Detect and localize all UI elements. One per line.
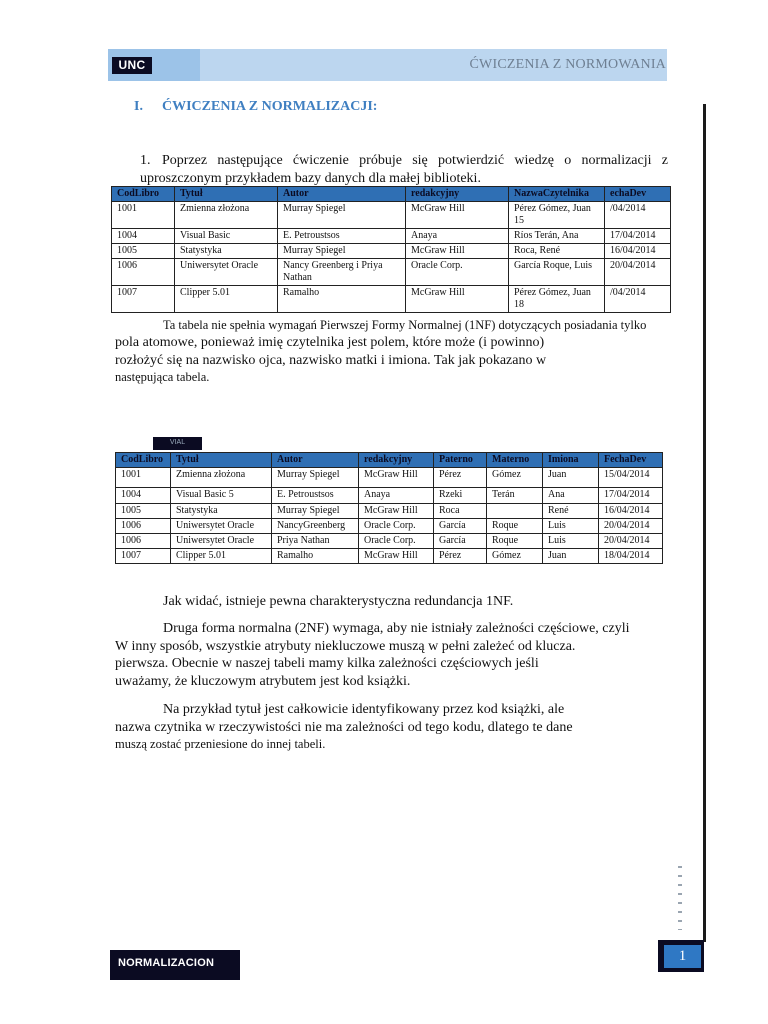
col-header: Paterno [434,453,487,468]
table-cell: 20/04/2014 [599,534,663,549]
table-cell [487,504,543,519]
table-cell: Uniwersytet Oracle [171,534,272,549]
table-row [112,259,671,286]
table-cell: Ramalho [278,286,406,313]
col-header: Tytuł [171,453,272,468]
paragraph-redundancy: Jak widać, istnieje pewna charakterystyczna redundancja 1NF. [163,594,514,609]
table-cell: 16/04/2014 [605,244,671,259]
paragraph-line: Na przykład tytuł jest całkowicie identyfikowany przez kod książki, ale [163,702,565,717]
table-cell: Murray Spiegel [272,468,359,488]
paragraph-line: rozłożyć się na nazwisko ojca, nazwisko matki i imiona. Tak jak pokazano w [115,352,547,368]
table-cell: Terán [487,488,543,504]
side-dotted-mark [678,866,682,930]
table-row [112,202,671,229]
table-cell: E. Petroustsos [272,488,359,504]
col-header: Autor [272,453,359,468]
table-cell: 1006 [116,519,171,534]
table-cell: Visual Basic [175,229,278,244]
table-cell: Gómez [487,549,543,564]
col-header: echaDev [605,187,671,202]
intro-text: Poprzez następujące ćwiczenie próbuje się potwierdzić wiedzę o normalizacji z uproszczonym przykładem bazy danych dla małej biblioteki. [140,153,668,186]
table-cell: 1004 [112,229,175,244]
table-cell: Pérez Gómez, Juan 18 [509,286,605,313]
table-cell: Roque [487,519,543,534]
table-cell: García [434,534,487,549]
paragraph-line: pola atomowe, ponieważ imię czytelnika jest polem, które może (i powinno) [115,335,545,350]
table-cell: Ramalho [272,549,359,564]
table-cell: Ríos Terán, Ana [509,229,605,244]
paragraph-line: Druga forma normalna (2NF) wymaga, aby nie istniały zależności częściowe, czyli [163,621,630,636]
table-row [116,519,663,534]
table-cell: Uniwersytet Oracle [175,259,278,286]
table-header-row [116,453,663,468]
table-cell: Luis [543,519,599,534]
table-cell: Oracle Corp. [359,519,434,534]
table-row [112,244,671,259]
table-cell: Pérez Gómez, Juan 15 [509,202,605,229]
col-header: redakcyjny [406,187,509,202]
table-cell: Uniwersytet Oracle [171,519,272,534]
table-cell: McGraw Hill [406,286,509,313]
table-cell: Anaya [406,229,509,244]
intro-number: 1. [140,153,151,168]
table-cell: Visual Basic 5 [171,488,272,504]
table-cell: Clipper 5.01 [175,286,278,313]
table-cell: McGraw Hill [359,468,434,488]
paragraph-2nf [115,620,640,690]
table-cell: NancyGreenberg [272,519,359,534]
paragraph-line: następująca tabela. [115,370,210,384]
table-cell: Oracle Corp. [406,259,509,286]
col-header: NazwaCzytelnika [509,187,605,202]
table-cell: 17/04/2014 [599,488,663,504]
table-cell: 16/04/2014 [599,504,663,519]
table-row [116,488,663,504]
section-title: ĆWICZENIA Z NORMALIZACJI: [162,99,378,114]
table-row [116,468,663,488]
table-cell: García [434,519,487,534]
table-cell: García Roque, Luis [509,259,605,286]
table-cell: Ana [543,488,599,504]
table-cell: Pérez [434,549,487,564]
table-cell: Clipper 5.01 [171,549,272,564]
table-cell: René [543,504,599,519]
table-cell: Gómez [487,468,543,488]
table-row [112,229,671,244]
table-library-1nf [115,452,663,564]
paragraph-line: nazwa czytnika w rzeczywistości nie ma zależności od tego kodu, dlatego te dane [115,719,573,735]
table-cell: Zmienna złożona [175,202,278,229]
section-number: I. [134,99,143,114]
table-cell: 1001 [112,202,175,229]
table-row [116,549,663,564]
table-cell: Anaya [359,488,434,504]
col-header: Tytuł [175,187,278,202]
right-margin-rule [703,104,706,942]
col-header: Autor [278,187,406,202]
table-cell: 1007 [112,286,175,313]
table-cell: 20/04/2014 [599,519,663,534]
table-cell: Roca [434,504,487,519]
table-cell: 15/04/2014 [599,468,663,488]
table-cell: Nancy Greenberg i Priya Nathan [278,259,406,286]
table-cell: Luis [543,534,599,549]
table-cell: Statystyka [171,504,272,519]
table-cell: 1007 [116,549,171,564]
table-cell: Murray Spiegel [278,202,406,229]
table-cell: McGraw Hill [406,202,509,229]
table-cell: Oracle Corp. [359,534,434,549]
table-cell: McGraw Hill [359,549,434,564]
col-header: FechaDev [599,453,663,468]
table-cell: /04/2014 [605,202,671,229]
table-row [112,286,671,313]
paragraph-line: W inny sposób, wszystkie atrybuty niekluczowe muszą w pełni zależeć od klucza. [115,638,576,654]
intro-paragraph [140,152,668,187]
table-row [116,534,663,549]
paragraph-1nf [115,317,672,386]
col-header: Materno [487,453,543,468]
col-header: Imiona [543,453,599,468]
table-cell: Priya Nathan [272,534,359,549]
table-cell: Pérez [434,468,487,488]
table-cell: 1004 [116,488,171,504]
paragraph-example [115,701,640,753]
table-cell: Zmienna złożona [171,468,272,488]
col-header: CodLibro [116,453,171,468]
table-cell: 17/04/2014 [605,229,671,244]
table-cell: 1005 [116,504,171,519]
vial-tag: VIAL [153,437,202,450]
table-header-row [112,187,671,202]
table-cell: Murray Spiegel [272,504,359,519]
table-cell: E. Petroustsos [278,229,406,244]
table-cell: Juan [543,549,599,564]
col-header: CodLibro [112,187,175,202]
table-cell: 1006 [116,534,171,549]
paragraph-line: Ta tabela nie spełnia wymagań Pierwszej Formy Normalnej (1NF) dotyczących posiadania tylko [163,318,647,332]
table-cell: Rzeki [434,488,487,504]
col-header: redakcyjny [359,453,434,468]
page-number: 1 [664,945,701,968]
table-cell: 1005 [112,244,175,259]
paragraph-line: pierwsza. Obecnie w naszej tabeli mamy kilka zależności częściowych jeśli [115,656,539,671]
table-row [116,504,663,519]
header-title: ĆWICZENIA Z NORMOWANIA [469,57,666,72]
table-cell: Murray Spiegel [278,244,406,259]
table-cell: McGraw Hill [406,244,509,259]
table-cell: Juan [543,468,599,488]
footer-label: NORMALIZACION [118,957,215,969]
table-cell: Roque [487,534,543,549]
paragraph-line: muszą zostać przeniesione do innej tabeli. [115,737,326,751]
table-cell: Statystyka [175,244,278,259]
table-cell: 18/04/2014 [599,549,663,564]
table-cell: 1006 [112,259,175,286]
table-cell: /04/2014 [605,286,671,313]
unc-logo: UNC [112,57,152,74]
table-library-unnormalized [111,186,671,313]
paragraph-line: uważamy, że kluczowym atrybutem jest kod książki. [115,673,411,689]
table-cell: Roca, René [509,244,605,259]
table-cell: 20/04/2014 [605,259,671,286]
table-cell: 1001 [116,468,171,488]
table-cell: McGraw Hill [359,504,434,519]
